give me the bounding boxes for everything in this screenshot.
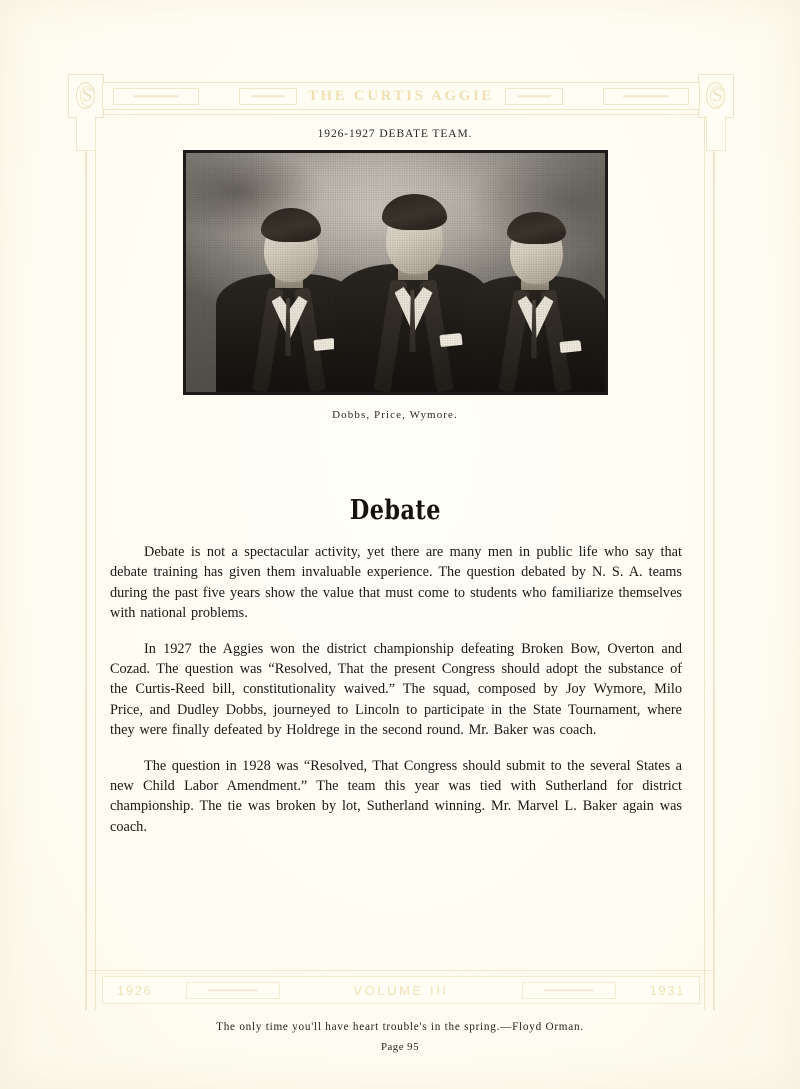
monogram-icon [75,82,97,110]
footer-year-end: 1931 [649,982,685,998]
article-body [110,542,690,837]
footer-ornament-box [186,982,280,999]
band-ornament-box [239,88,297,105]
paragraph: In 1927 the Aggies won the district championship defeating Broken Bow, Overton and Cozad. The question was “Resolved, That the present Congress should adopt the substance of the Curtis-Reed bill, constitutionality waived.” The squad, composed by Joy Wymore, Milo Price, and Dudley Dobbs, journeyed to Lincoln to participate in the State Tournament, where they were finally defeated by Holdrege in the second round. Mr. Baker was coach. [110,640,682,739]
figure-caption: Dobbs, Price, Wymore. [332,409,458,421]
section-heading: Debate [349,495,441,526]
page-number: Page 95 [381,1041,419,1053]
debate-team-photograph [183,150,608,395]
band-ornament-dash [517,95,551,97]
band-ornament-box [505,88,563,105]
footer-year-start: 1926 [117,982,153,998]
footer-band [102,976,700,1004]
band-ornament-dash [251,95,285,97]
border-rule-right-inner [704,108,705,1010]
band-ornament-dash [623,95,669,97]
border-rule-left-outer [85,108,87,1010]
page-content [110,128,690,852]
corner-tab-right [706,116,726,151]
figure-block [183,150,618,395]
border-rule-bottom [85,970,715,971]
corner-tab-left [76,116,96,151]
border-rule-top [85,114,715,115]
monogram-icon [705,82,727,110]
book-title: THE CURTIS AGGIE [307,87,495,104]
band-ornament-box [113,88,199,105]
footer-ornament-dash [208,989,258,991]
figure-title: 1926-1927 DEBATE TEAM. [317,128,473,140]
photo-halftone-texture [186,153,605,392]
corner-ornament-top-left [68,74,104,118]
band-ornament-box [603,88,689,105]
paragraph: The question in 1928 was “Resolved, That Congress should submit to the several States a new Child Labor Amendment.” The team this year was tied with Sutherland for district championship. The tie was broken by lot, Sutherland winning. Mr. Marvel L. Baker again was coach. [110,757,682,835]
monogram-letter-icon: S [82,85,93,106]
border-rule-left-inner [95,108,96,1010]
paragraph: Debate is not a spectacular activity, yet there are many men in public life who say that debate training has given them invaluable experience. The question debated by N. S. A. teams during the past five years show the value that must come to students who familiarize themselves with national problems. [110,544,682,622]
footer-ornament-dash [544,989,594,991]
border-rule-right-outer [713,108,715,1010]
volume-label: VOLUME III [353,982,449,998]
running-head-band [102,82,700,110]
monogram-letter-icon: S [712,85,723,106]
colophon-quote: The only time you'll have heart trouble's in the spring.—Floyd Orman. [216,1021,584,1033]
corner-ornament-top-right [698,74,734,118]
footer-ornament-box [522,982,616,999]
band-ornament-dash [133,95,179,97]
